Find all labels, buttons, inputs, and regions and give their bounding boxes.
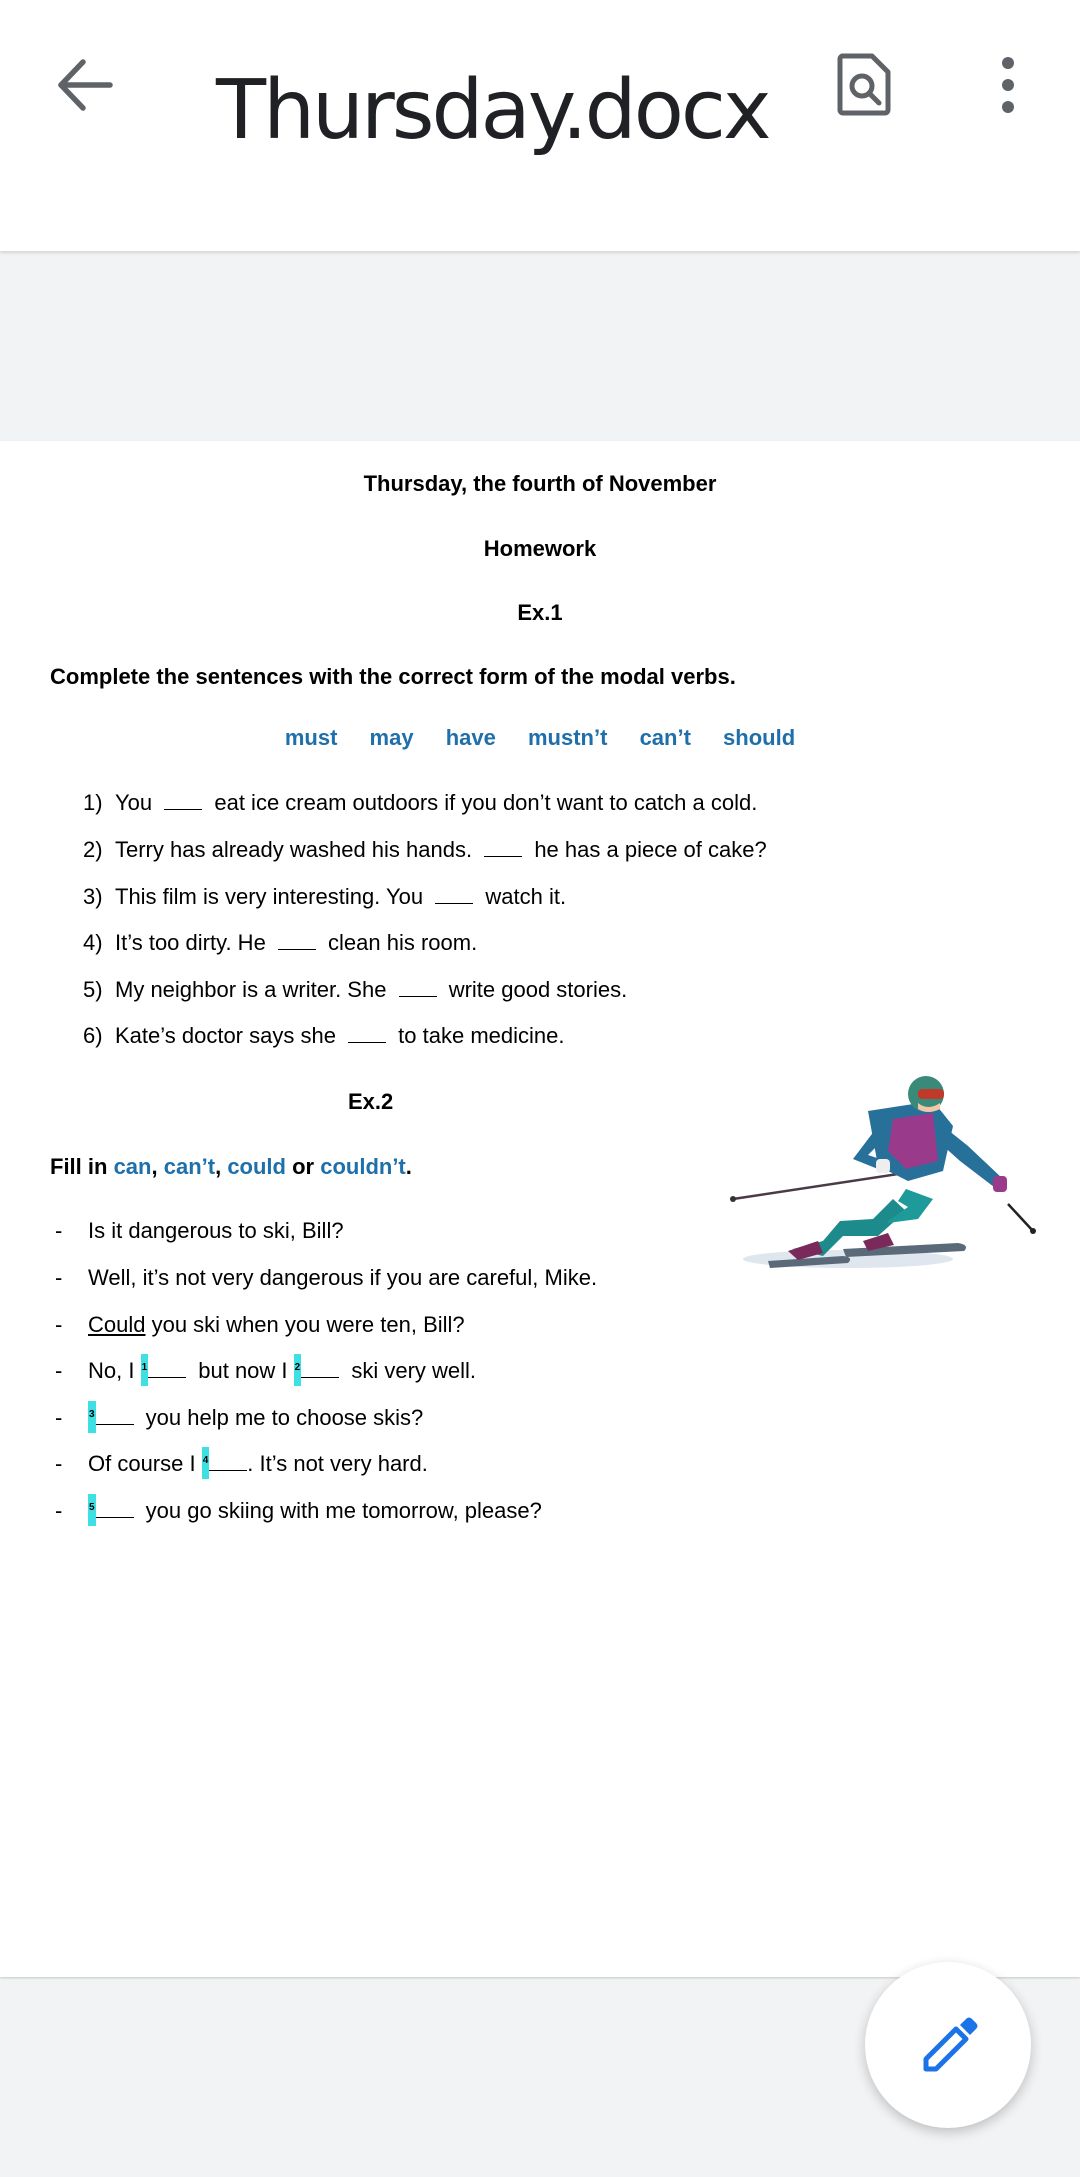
word-bank-item: can’t: [639, 725, 691, 750]
ex1-instruction: Complete the sentences with the correct form of the modal verbs.: [50, 664, 736, 689]
ex1-item: 2) Terry has already washed his hands. he has a piece of cake?: [83, 837, 767, 862]
answer-blank: [399, 995, 437, 997]
answer-blank: [435, 902, 473, 904]
ex1-item: 6) Kate’s doctor says she to take medicine.: [83, 1023, 565, 1048]
back-button[interactable]: [55, 58, 115, 112]
answer-blank: [348, 1041, 386, 1043]
word-bank-item: must: [284, 725, 338, 750]
list-dash: -: [55, 1218, 63, 1243]
more-vert-icon: [990, 55, 1026, 115]
list-dash: -: [55, 1498, 63, 1523]
gap-number-marker: 5: [88, 1494, 96, 1526]
edit-button[interactable]: [865, 1962, 1031, 2128]
list-dash: -: [55, 1451, 63, 1476]
ex2-instruction: Fill in can, can’t, could or couldn’t.: [50, 1154, 412, 1179]
answer-blank: [164, 808, 202, 810]
list-dash: -: [55, 1312, 63, 1337]
app-bar: [0, 0, 1080, 251]
document-page: [0, 441, 1080, 1977]
dialogue-line: 3 you help me to choose skis?: [88, 1405, 423, 1433]
gap-number-marker: 2: [294, 1354, 302, 1386]
document-date: Thursday, the fourth of November: [363, 471, 717, 496]
dialogue-line: Well, it’s not very dangerous if you are careful, Mike.: [88, 1265, 598, 1290]
word-bank-item: may: [369, 725, 414, 750]
ex1-item: 1) You eat ice cream outdoors if you don’t want to catch a cold.: [83, 790, 758, 815]
dialogue-line: 5 you go skiing with me tomorrow, please?: [88, 1498, 542, 1526]
ex1-item: 3) This film is very interesting. You watch it.: [83, 884, 567, 909]
skier-illustration: [728, 1071, 1038, 1286]
answer-blank: [148, 1376, 186, 1378]
list-dash: -: [55, 1265, 63, 1290]
dialogue-line: Is it dangerous to ski, Bill?: [88, 1218, 344, 1243]
ex2-heading: Ex.2: [348, 1089, 394, 1114]
arrow-back-icon: [55, 58, 115, 112]
list-dash: -: [55, 1405, 63, 1430]
find-in-page-button[interactable]: [836, 52, 892, 116]
word-bank: [0, 725, 1080, 751]
homework-heading: Homework: [483, 536, 597, 561]
dialogue-line: Could you ski when you were ten, Bill?: [88, 1312, 465, 1337]
more-options-button[interactable]: [990, 55, 1026, 115]
gap-number-marker: 4: [202, 1447, 210, 1479]
answer-blank: [301, 1376, 339, 1378]
gap-number-marker: 3: [88, 1401, 96, 1433]
answer-blank: [278, 948, 316, 950]
dialogue-line: Of course I 4 . It’s not very hard.: [88, 1451, 428, 1479]
word-bank-item: have: [445, 725, 496, 750]
answer-blank: [209, 1469, 247, 1471]
gap-number-marker: 1: [141, 1354, 149, 1386]
list-dash: -: [55, 1358, 63, 1383]
edit-pencil-icon: [916, 2013, 980, 2077]
document-title: Thursday.docx: [216, 63, 769, 158]
word-bank-item: mustn’t: [527, 725, 608, 750]
ex1-item: 4) It’s too dirty. He clean his room.: [83, 930, 478, 955]
answer-blank: [96, 1516, 134, 1518]
ex1-item: 5) My neighbor is a writer. She write good stories.: [83, 977, 628, 1002]
find-in-page-icon: [836, 52, 892, 116]
answer-blank: [484, 855, 522, 857]
dialogue-line: No, I 1 but now I 2 ski very well.: [88, 1358, 476, 1386]
word-bank-item: should: [723, 725, 796, 750]
ex1-heading: Ex.1: [517, 600, 563, 625]
answer-blank: [96, 1423, 134, 1425]
